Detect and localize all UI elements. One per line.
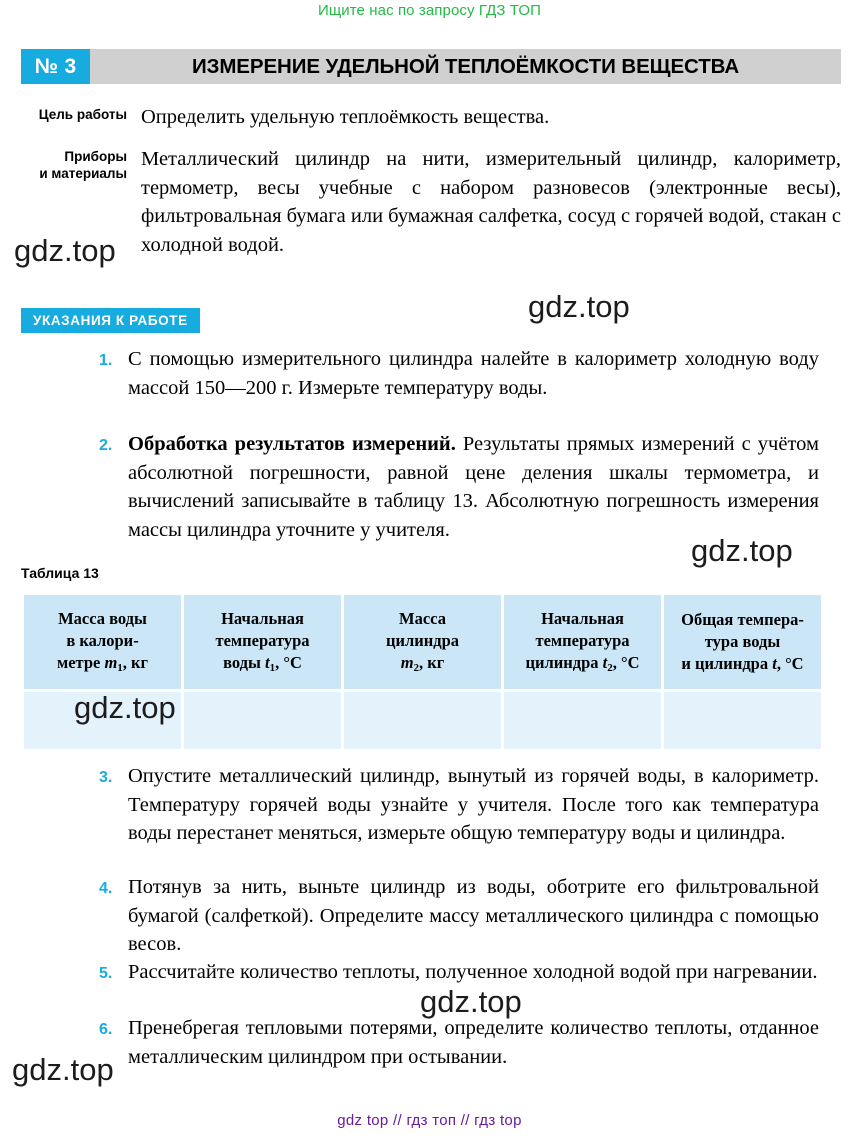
table-header-row (24, 595, 821, 689)
step-number: 4. (99, 880, 113, 897)
equipment-label-line2: и материалы (39, 166, 127, 181)
table-row (24, 692, 821, 749)
table-caption: Таблица 13 (21, 565, 99, 581)
table-cell[interactable] (504, 692, 661, 749)
equipment-section (19, 145, 841, 259)
watermark: gdz.top (528, 289, 630, 324)
watermark: gdz.top (12, 1052, 114, 1087)
col-symbol: m (400, 653, 414, 672)
step-number: 3. (99, 769, 113, 786)
col-symbol: m (104, 653, 118, 672)
col-line1: Общая темпера- (681, 610, 804, 629)
instructions-badge: УКАЗАНИЯ К РАБОТЕ (21, 308, 200, 333)
lab-number-prefix: № (34, 54, 59, 78)
col-line2: температура (215, 631, 310, 650)
col-unit: , °C (776, 654, 804, 673)
equipment-label-line1: Приборы (64, 149, 127, 164)
lab-number-badge (21, 49, 90, 84)
col-line3: воды (223, 653, 261, 672)
col-symbol: t (772, 654, 777, 673)
step-number: 2. (99, 437, 113, 454)
watermark: gdz.top (420, 984, 522, 1019)
step-body: Потянув за нить, выньте цилиндр из воды, оботрите его фильтровальной бумагой (салфеткой). Определите массу металлического цилиндра с помощью весов. (128, 876, 819, 956)
step-body: Результаты прямых измерений с учётом абсолютной погрешности, равной цене деления шкалы термометра, и вычислений записывайте в таблицу 13. Абсолютную погрешность измерения массы цилиндра уточните у учителя. (128, 433, 819, 541)
page-footer: gdz top // гдз топ // гдз top (337, 1112, 522, 1129)
col-line2: тура воды (704, 632, 781, 651)
col-unit: , °C (612, 653, 640, 672)
step-text (128, 762, 819, 848)
col-unit: , кг (419, 653, 445, 672)
step-text (128, 958, 819, 987)
measurements-table (21, 592, 824, 752)
step-text (128, 345, 819, 402)
step-item (99, 873, 819, 959)
col-line1: Масса (399, 609, 446, 628)
goal-label: Цель работы (38, 107, 127, 122)
step-body: Пренебрегая тепловыми потерями, определите количество теплоты, отданное металлическим цилиндром при остывании. (128, 1017, 819, 1068)
step-bold-lead: Обработка результатов измерений. (128, 433, 456, 455)
step-number: 5. (99, 965, 113, 982)
table-cell[interactable] (184, 692, 341, 749)
step-item (99, 762, 819, 848)
step-number: 6. (99, 1021, 113, 1038)
table-column-header (664, 595, 821, 689)
table-column-header (504, 595, 661, 689)
col-line3: метре (56, 653, 101, 672)
step-text (128, 873, 819, 959)
col-symbol: t (602, 653, 608, 672)
col-line3: цилиндра (525, 653, 599, 672)
col-subscript: 1 (117, 662, 123, 674)
col-subscript: 2 (413, 662, 420, 674)
step-text (128, 1014, 819, 1071)
step-body: Опустите металлический цилиндр, вынутый из горячей воды, в калориметр. Температуру горячей воды узнайте у учителя. После того как температура воды перестанет меняться, измерьте общую температуру воды и цилиндра. (128, 765, 819, 845)
table-cell[interactable] (24, 692, 181, 749)
col-line1: Начальная (221, 609, 304, 628)
col-line2: температура (535, 631, 630, 650)
col-line1: Начальная (541, 609, 624, 628)
step-item (99, 430, 819, 544)
step-number: 1. (99, 352, 113, 369)
goal-text: Определить удельную теплоёмкость вещества. (141, 106, 550, 128)
lab-number-value: 3 (64, 54, 77, 78)
watermark: gdz.top (14, 233, 116, 268)
col-line2: в калори- (66, 631, 139, 650)
col-line3: и цилиндра (681, 654, 769, 673)
equipment-text: Металлический цилиндр на нити, измерительный цилиндр, калориметр, термометр, весы учебные с набором разновесов (электронные весы), фильтровальная бумага или бумажная салфетка, сосуд с горячей водой, стакан с холодной водой. (141, 148, 841, 256)
equipment-label (19, 145, 127, 182)
step-text (128, 430, 819, 544)
watermark: gdz.top (74, 690, 176, 725)
lab-title: ИЗМЕРЕНИЕ УДЕЛЬНОЙ ТЕПЛОЁМКОСТИ ВЕЩЕСТВА (90, 49, 841, 84)
step-item (99, 345, 819, 402)
step-body: Рассчитайте количество теплоты, полученное холодной водой при нагревании. (128, 961, 818, 983)
col-line2: цилиндра (385, 631, 460, 650)
promo-banner: Ищите нас по запросу ГДЗ ТОП (317, 2, 542, 19)
col-subscript: 2 (607, 662, 613, 674)
col-unit: , °C (275, 653, 302, 672)
step-item (99, 958, 819, 988)
table-cell[interactable] (344, 692, 501, 749)
table-column-header (184, 595, 341, 689)
table-cell[interactable] (664, 692, 821, 749)
table-column-header (24, 595, 181, 689)
step-item (99, 1014, 819, 1071)
step-body: С помощью измерительного цилиндра налейте в калориметр холодную воду массой 150—200 г. Измерьте температуру воды. (128, 348, 819, 399)
col-symbol: t (265, 653, 270, 672)
col-unit: , кг (122, 653, 149, 672)
watermark: gdz.top (691, 533, 793, 568)
table-column-header (344, 595, 501, 689)
goal-section (19, 103, 839, 132)
col-line1: Масса воды (58, 609, 147, 628)
lab-header (21, 49, 841, 84)
col-subscript: 1 (269, 662, 276, 674)
